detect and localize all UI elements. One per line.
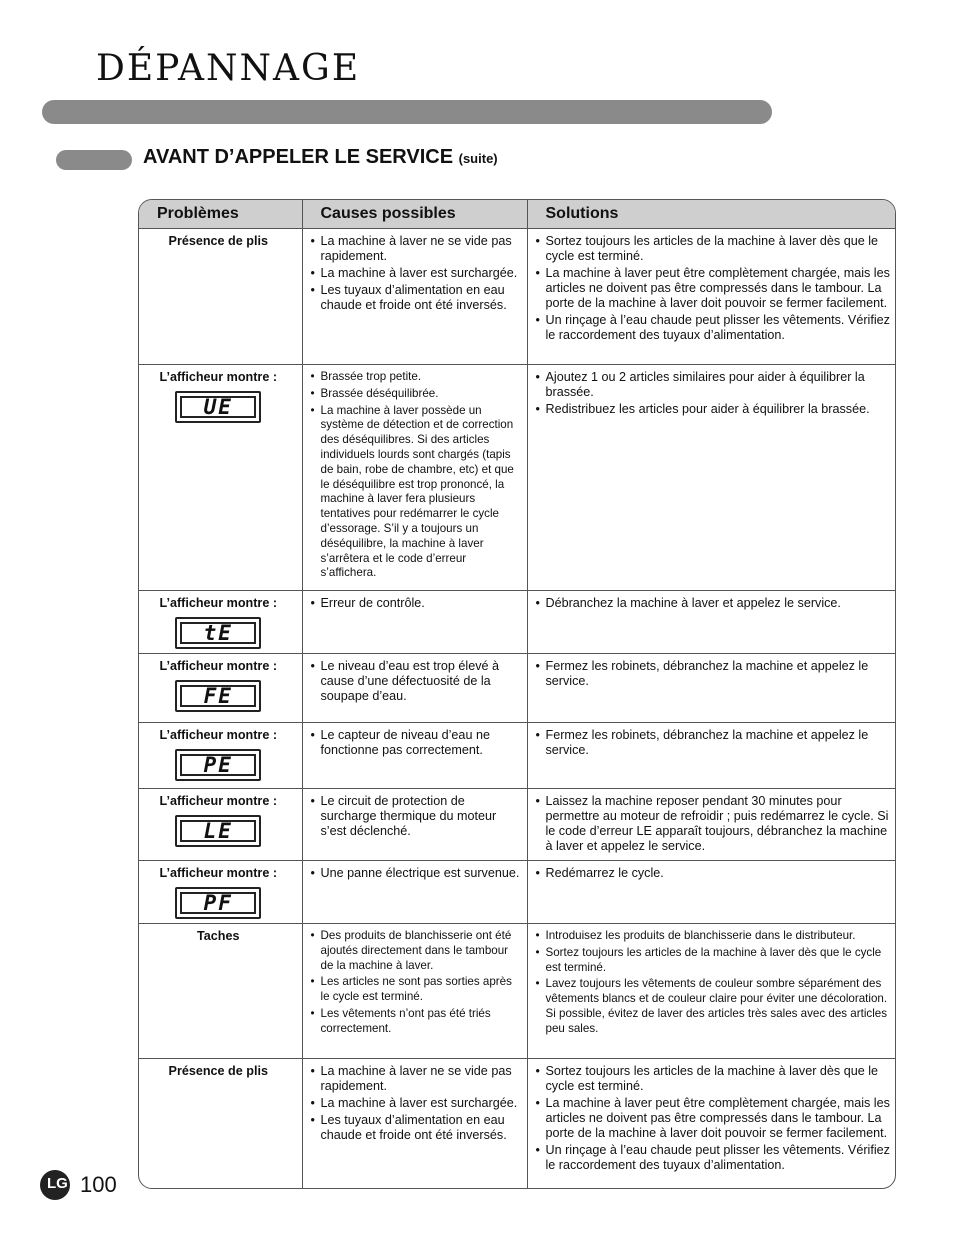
solutions-list: [534, 370, 892, 417]
problem-label: L’afficheur montre :: [159, 596, 278, 610]
problem-label: Taches: [197, 929, 240, 943]
list-item: • Sortez toujours les articles de la machine à laver dès que le cycle est terminé.: [534, 234, 892, 264]
error-code-display: tE: [175, 617, 261, 649]
list-item: • Fermez les robinets, débranchez la machine et appelez le service.: [534, 728, 892, 758]
error-code-display: UE: [175, 391, 261, 423]
causes-cell: [302, 723, 527, 789]
list-item: • Les tuyaux d’alimentation en eau chaude et froide ont été inversés.: [309, 283, 521, 313]
list-item: • Les tuyaux d’alimentation en eau chaude et froide ont été inversés.: [309, 1113, 521, 1143]
list-item: • Sortez toujours les articles de la machine à laver dès que le cycle est terminé.: [534, 946, 892, 976]
problem-label: L’afficheur montre :: [159, 659, 278, 673]
problem-cell: [139, 654, 302, 723]
table-row: [139, 1059, 896, 1190]
table-row: [139, 723, 896, 789]
problem-cell: [139, 723, 302, 789]
list-item: • La machine à laver est surchargée.: [309, 1096, 521, 1111]
lg-logo: [40, 1170, 70, 1200]
error-code-display: LE: [175, 815, 261, 847]
list-item: • Le capteur de niveau d’eau ne fonctionne pas correctement.: [309, 728, 521, 758]
section-pill: [56, 150, 132, 170]
solutions-list: [534, 866, 892, 881]
list-item: • Redémarrez le cycle.: [534, 866, 892, 881]
solutions-cell: [527, 861, 896, 924]
list-item: • La machine à laver peut être complètement chargée, mais les articles ne doivent pas être compressés dans le tambour. La porte de la machine à laver doit pouvoir se fermer facilement.: [534, 1096, 892, 1141]
section-title-text: AVANT D’APPELER LE SERVICE: [143, 146, 454, 168]
problem-cell: [139, 591, 302, 654]
list-item: • La machine à laver ne se vide pas rapidement.: [309, 1064, 521, 1094]
list-item: • Un rinçage à l’eau chaude peut plisser les vêtements. Vérifiez le raccordement des tuyaux d’alimentation.: [534, 1143, 892, 1173]
solutions-list: [534, 1064, 892, 1173]
list-item: • Ajoutez 1 ou 2 articles similaires pour aider à équilibrer la brassée.: [534, 370, 892, 400]
table-row: [139, 229, 896, 365]
list-item: • Erreur de contrôle.: [309, 596, 521, 611]
list-item: • Introduisez les produits de blanchisserie dans le distributeur.: [534, 929, 892, 944]
section-title: [143, 146, 498, 169]
solutions-cell: [527, 654, 896, 723]
solutions-cell: [527, 591, 896, 654]
causes-list: [309, 866, 521, 881]
troubleshooting-table: [138, 199, 896, 1189]
causes-cell: [302, 861, 527, 924]
solutions-list: [534, 794, 892, 854]
table-row: [139, 789, 896, 861]
header-solutions: Solutions: [527, 200, 896, 229]
table-row: [139, 591, 896, 654]
causes-list: [309, 728, 521, 758]
causes-cell: [302, 365, 527, 591]
list-item: • La machine à laver est surchargée.: [309, 266, 521, 281]
causes-list: [309, 1064, 521, 1143]
list-item: • Redistribuez les articles pour aider à équilibrer la brassée.: [534, 402, 892, 417]
causes-list: [309, 596, 521, 611]
causes-list: [309, 659, 521, 704]
solutions-cell: [527, 723, 896, 789]
problem-label: Présence de plis: [168, 234, 268, 248]
list-item: • Le niveau d’eau est trop élevé à cause d’une défectuosité de la soupape d’eau.: [309, 659, 521, 704]
solutions-list: [534, 234, 892, 343]
problem-cell: [139, 229, 302, 365]
page-number: 100: [80, 1172, 117, 1197]
page-title: DÉPANNAGE: [96, 48, 361, 89]
error-code-display: PF: [175, 887, 261, 919]
lg-logo-text: LG: [47, 1175, 68, 1192]
table-row: [139, 365, 896, 591]
list-item: • Débranchez la machine à laver et appelez le service.: [534, 596, 892, 611]
causes-cell: [302, 1059, 527, 1190]
list-item: • Laissez la machine reposer pendant 30 minutes pour permettre au moteur de refroidir ; puis redémarrez le cycle. Si le code d’erreur LE apparaît toujours, débranchez la machine à laver et appelez le service.: [534, 794, 892, 854]
table-row: [139, 924, 896, 1059]
solutions-cell: [527, 789, 896, 861]
causes-cell: [302, 229, 527, 365]
table-row: [139, 861, 896, 924]
problem-label: L’afficheur montre :: [159, 866, 278, 880]
solutions-list: [534, 929, 892, 1037]
problem-label: L’afficheur montre :: [159, 728, 278, 742]
problem-cell: [139, 861, 302, 924]
problem-cell: [139, 1059, 302, 1190]
problem-label: L’afficheur montre :: [159, 794, 278, 808]
section-suffix: (suite): [458, 151, 498, 166]
solutions-list: [534, 596, 892, 611]
solutions-cell: [527, 365, 896, 591]
list-item: • Fermez les robinets, débranchez la machine et appelez le service.: [534, 659, 892, 689]
list-item: • La machine à laver ne se vide pas rapidement.: [309, 234, 521, 264]
solutions-cell: [527, 924, 896, 1059]
list-item: • Les articles ne sont pas sorties après le cycle est terminé.: [309, 975, 521, 1005]
problem-label: L’afficheur montre :: [159, 370, 278, 384]
problem-cell: [139, 924, 302, 1059]
header-causes: Causes possibles: [302, 200, 527, 229]
list-item: • Sortez toujours les articles de la machine à laver dès que le cycle est terminé.: [534, 1064, 892, 1094]
causes-list: [309, 234, 521, 313]
solutions-cell: [527, 229, 896, 365]
list-item: • Brassée trop petite.: [309, 370, 521, 385]
causes-cell: [302, 591, 527, 654]
problem-cell: [139, 365, 302, 591]
list-item: • Des produits de blanchisserie ont été ajoutés directement dans le tambour de la machine à laver.: [309, 929, 521, 973]
list-item: • Un rinçage à l’eau chaude peut plisser les vêtements. Vérifiez le raccordement des tuyaux d’alimentation.: [534, 313, 892, 343]
list-item: • Lavez toujours les vêtements de couleur sombre séparément des vêtements blancs et de couleur claire pour éviter une décoloration. Si possible, évitez de laver des articles très sales avec des articles peu sales.: [534, 977, 892, 1036]
table-row: [139, 654, 896, 723]
list-item: • Une panne électrique est survenue.: [309, 866, 521, 881]
problem-cell: [139, 789, 302, 861]
causes-list: [309, 929, 521, 1037]
list-item: • La machine à laver possède un système de détection et de correction des déséquilibres. Si des articles individuels lourds sont chargés (tapis de bain, robe de chambre, etc) et que le déséquilibre est trop prononcé, la machine à laver fera plusieurs tentatives pour redémarrer le cycle d’essorage. S’il y a toujours un déséquilibre, la machine à laver s’arrêtera et le code d’erreur s’affichera.: [309, 404, 521, 582]
problem-label: Présence de plis: [168, 1064, 268, 1078]
list-item: • Les vêtements n’ont pas été triés correctement.: [309, 1007, 521, 1037]
causes-cell: [302, 789, 527, 861]
list-item: • Le circuit de protection de surcharge thermique du moteur s’est déclenché.: [309, 794, 521, 839]
header-bar: [42, 100, 772, 124]
causes-cell: [302, 924, 527, 1059]
list-item: • Brassée déséquilibrée.: [309, 387, 521, 402]
causes-list: [309, 794, 521, 839]
solutions-list: [534, 659, 892, 689]
list-item: • La machine à laver peut être complètement chargée, mais les articles ne doivent pas être compressés dans le tambour. La porte de la machine à laver doit pouvoir se fermer facilement.: [534, 266, 892, 311]
causes-list: [309, 370, 521, 581]
table-header-row: [139, 200, 896, 229]
solutions-cell: [527, 1059, 896, 1190]
solutions-list: [534, 728, 892, 758]
error-code-display: PE: [175, 749, 261, 781]
header-problems: Problèmes: [139, 200, 302, 229]
error-code-display: FE: [175, 680, 261, 712]
causes-cell: [302, 654, 527, 723]
